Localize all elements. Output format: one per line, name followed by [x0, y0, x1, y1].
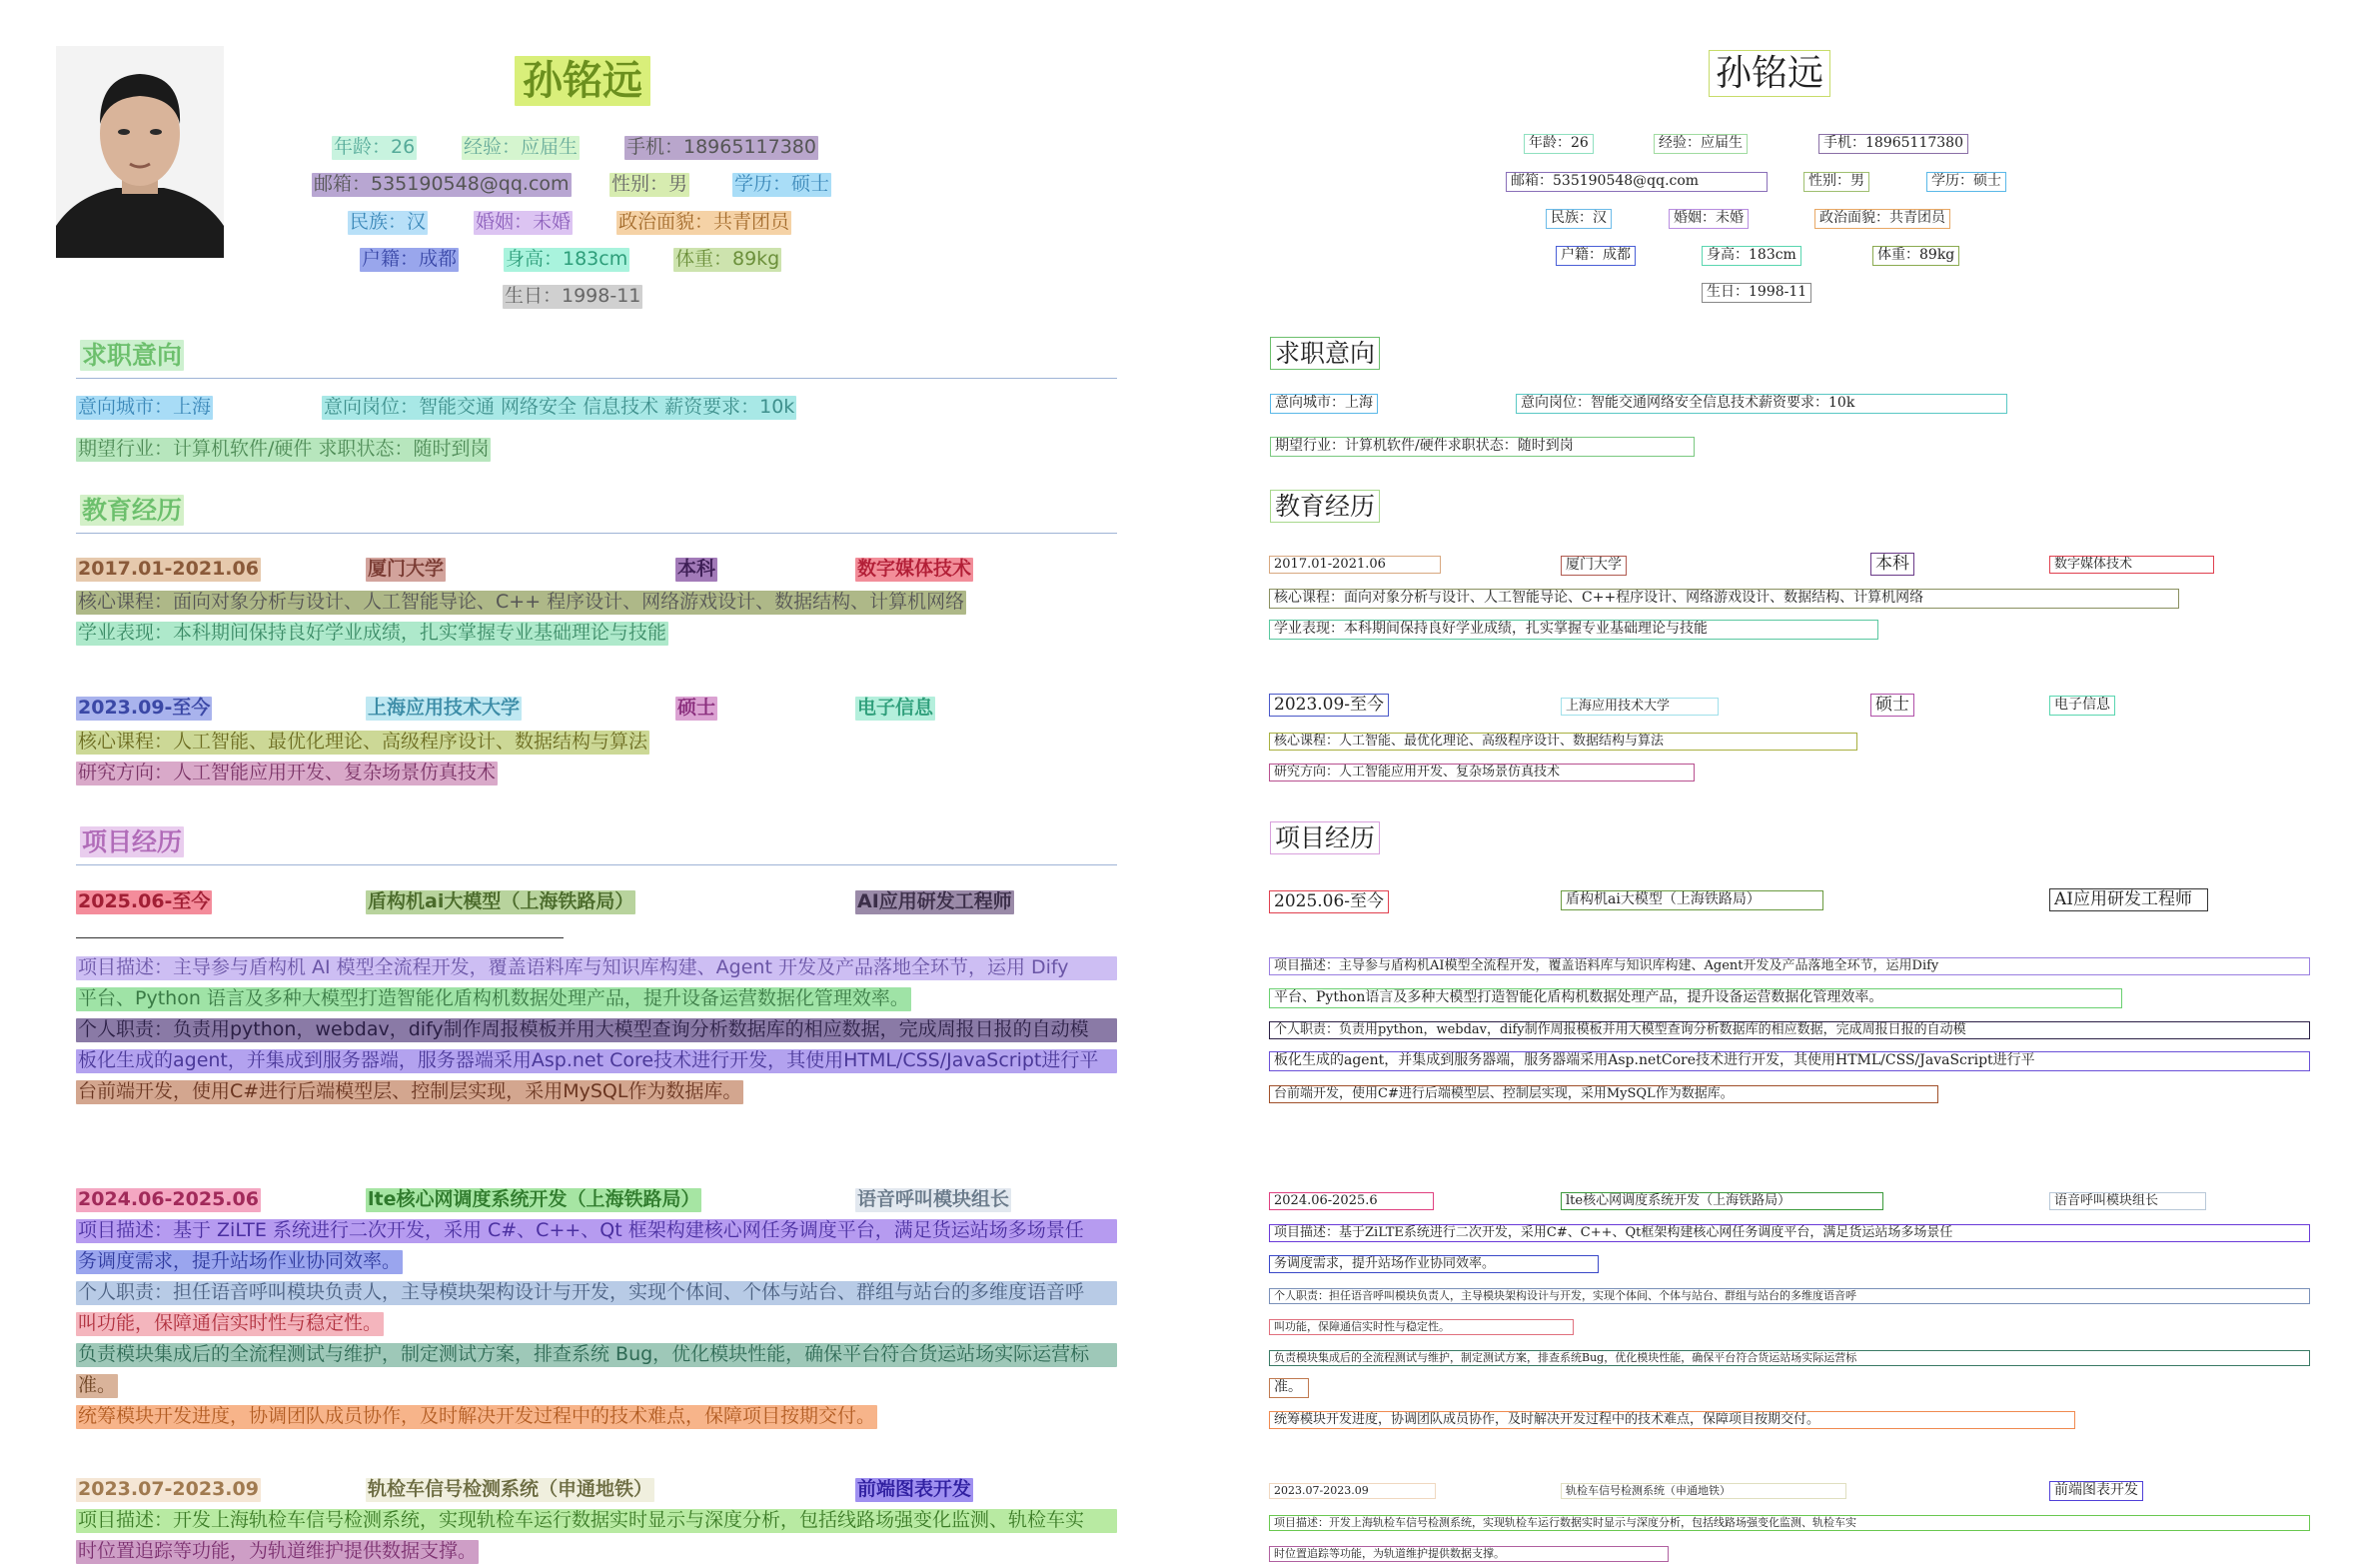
- proj2-line: 务调度需求，提升站场作业协同效率。: [78, 1250, 402, 1272]
- phone-field: 手机：18965117380: [626, 136, 816, 158]
- r-p2-period: 2024.06-2025.6: [1269, 1192, 1434, 1210]
- r-p3-name: 轨检车信号检测系统（申通地铁）: [1561, 1483, 1846, 1499]
- r-email: 邮箱：535190548@qq.com: [1506, 172, 1768, 192]
- proj2-line: 准。: [78, 1374, 117, 1396]
- projects-heading: 项目经历: [82, 827, 183, 856]
- annotated-resume-panel: [0, 0, 1164, 1564]
- proj3-period: 2023.07-2023.09: [78, 1478, 259, 1500]
- gender-field: 性别：男: [611, 173, 688, 195]
- r-e2-major: 电子信息: [2049, 696, 2115, 716]
- r-p1-line: 板化生成的agent，并集成到服务器端，服务器端采用Asp.netCore技术进行开发，其使用HTML/CSS/JavaScript进行平: [1269, 1051, 2310, 1071]
- r-p2-line: 统筹模块开发进度，协调团队成员协作，及时解决开发过程中的技术难点，保障项目按期交付。: [1269, 1411, 2075, 1429]
- proj2-line: 叫功能，保障通信实时性与稳定性。: [78, 1312, 383, 1334]
- section-rule: [76, 533, 1117, 534]
- job-intent-heading: 求职意向: [82, 341, 183, 370]
- proj1-name: 盾构机ai大模型（上海铁路局）: [368, 890, 634, 912]
- r-city: 意向城市：上海: [1270, 394, 1378, 414]
- r-p1-name: 盾构机ai大模型（上海铁路局）: [1561, 890, 1823, 910]
- r-e1-school: 厦门大学: [1561, 556, 1627, 576]
- intent-industry: 期望行业：计算机软件/硬件 求职状态：随时到岗: [78, 438, 490, 460]
- r-political: 政治面貌：共青团员: [1814, 209, 1950, 229]
- r-p1-line: 项目描述：主导参与盾构机AI模型全流程开发，覆盖语料库与知识库构建、Agent开发及产品落地全环节，运用Dify: [1269, 957, 2310, 975]
- age-field: 年龄：26: [334, 136, 416, 158]
- proj2-line: 个人职责：担任语音呼叫模块负责人，主导模块架构设计与开发，实现个体间、个体与站台、群组与站台的多维度语音呼: [76, 1281, 1117, 1305]
- edu2-period: 2023.09-至今: [78, 697, 211, 719]
- section-rule: [76, 378, 1117, 379]
- r-p2-line: 负责模块集成后的全流程测试与维护，制定测试方案，排查系统Bug，优化模块性能，确保平台符合货运站场实际运营标: [1269, 1350, 2310, 1366]
- r-hometown: 户籍：成都: [1556, 246, 1636, 266]
- r-phone: 手机：18965117380: [1818, 134, 1968, 154]
- r-e1-major: 数字媒体技术: [2049, 556, 2214, 574]
- r-position: 意向岗位：智能交通网络安全信息技术薪资要求：10k: [1516, 394, 2007, 414]
- proj3-role: 前端图表开发: [857, 1478, 972, 1500]
- r-birth: 生日：1998-11: [1702, 283, 1811, 303]
- proj1-line: 项目描述：主导参与盾构机 AI 模型全流程开发，覆盖语料库与知识库构建、Agent 开发及产品落地全环节，运用 Dify: [76, 956, 1117, 980]
- edu1-detail: 学业表现：本科期间保持良好学业成绩，扎实掌握专业基础理论与技能: [78, 622, 667, 644]
- r-e1-level: 本科: [1870, 553, 1914, 576]
- r-p2-line: 务调度需求，提升站场作业协同效率。: [1269, 1255, 1599, 1273]
- edu1-major: 数字媒体技术: [857, 558, 972, 580]
- r-p3-line: 时位置追踪等功能，为轨道维护提供数据支撑。: [1269, 1546, 1669, 1562]
- edu2-courses: 核心课程：人工智能、最优化理论、高级程序设计、数据结构与算法: [78, 731, 648, 753]
- r-p3-role: 前端图表开发: [2049, 1481, 2143, 1501]
- r-p2-role: 语音呼叫模块组长: [2049, 1192, 2206, 1210]
- r-p3-period: 2023.07-2023.09: [1269, 1483, 1436, 1499]
- section-rule: [76, 864, 1117, 865]
- political-field: 政治面貌：共青团员: [618, 211, 790, 233]
- birth-field: 生日：1998-11: [505, 285, 641, 307]
- proj1-line: 平台、Python 语言及多种大模型打造智能化盾构机数据处理产品，提升设备运营数据化管理效率。: [78, 987, 909, 1009]
- education-heading: 教育经历: [82, 496, 183, 525]
- edu2-school: 上海应用技术大学: [368, 697, 521, 719]
- profile-photo: [56, 46, 224, 258]
- r-ethnicity: 民族：汉: [1546, 209, 1612, 229]
- weight-field: 体重：89kg: [675, 248, 780, 270]
- r-experience: 经验：应届生: [1654, 134, 1748, 154]
- r-p2-name: lte核心网调度系统开发（上海铁路局）: [1561, 1192, 1883, 1210]
- proj3-name: 轨检车信号检测系统（申通地铁）: [368, 1478, 653, 1500]
- height-field: 身高：183cm: [506, 248, 628, 270]
- r-e2-school: 上海应用技术大学: [1561, 698, 1719, 716]
- ethnicity-field: 民族：汉: [350, 211, 427, 233]
- r-p2-line: 个人职责：担任语音呼叫模块负责人，主导模块架构设计与开发，实现个体间、个体与站台、群组与站台的多维度语音呼: [1269, 1288, 2310, 1304]
- proj2-line: 项目描述：基于 ZiLTE 系统进行二次开发，采用 C#、C++、Qt 框架构建核心网任务调度平台，满足货运站场多场景任: [76, 1219, 1117, 1243]
- edu1-courses: 核心课程：面向对象分析与设计、人工智能导论、C++ 程序设计、网络游戏设计、数据结构、计算机网络: [78, 591, 965, 613]
- proj2-period: 2024.06-2025.06: [78, 1188, 259, 1210]
- intent-position: 意向岗位：智能交通 网络安全 信息技术 薪资要求：10k: [324, 396, 795, 418]
- r-marital: 婚姻：未婚: [1669, 209, 1749, 229]
- divider: [76, 937, 564, 938]
- edu1-level: 本科: [677, 558, 716, 580]
- r-p1-role: AI应用研发工程师: [2049, 888, 2208, 911]
- r-p2-line: 叫功能，保障通信实时性与稳定性。: [1269, 1319, 1574, 1335]
- hometown-field: 户籍：成都: [362, 248, 458, 270]
- proj1-line: 个人职责：负责用python，webdav，dify制作周报模板并用大模型查询分析数据库的相应数据，完成周报日报的自动模: [76, 1018, 1117, 1042]
- r-proj-heading: 项目经历: [1270, 821, 1380, 854]
- proj3-line: 项目描述：开发上海轨检车信号检测系统，实现轨检车运行数据实时显示与深度分析，包括线路场强变化监测、轨检车实: [76, 1509, 1117, 1533]
- r-e2-courses: 核心课程：人工智能、最优化理论、高级程序设计、数据结构与算法: [1269, 733, 1857, 751]
- proj1-line: 台前端开发，使用C#进行后端模型层、控制层实现，采用MySQL作为数据库。: [78, 1080, 742, 1102]
- r-age: 年龄：26: [1524, 134, 1594, 154]
- proj2-line: 统筹模块开发进度，协调团队成员协作，及时解决开发过程中的技术难点，保障项目按期交付。: [78, 1405, 876, 1427]
- r-e2-level: 硕士: [1870, 694, 1914, 717]
- r-p1-line: 平台、Python语言及多种大模型打造智能化盾构机数据处理产品，提升设备运营数据化管理效率。: [1269, 988, 2122, 1008]
- r-p1-period: 2025.06-至今: [1269, 890, 1389, 913]
- r-name: 孙铭远: [1709, 50, 1830, 97]
- proj2-name: lte核心网调度系统开发（上海铁路局）: [368, 1188, 700, 1210]
- proj1-line: 板化生成的agent，并集成到服务器端，服务器端采用Asp.net Core技术进行开发，其使用HTML/CSS/JavaScript进行平: [76, 1049, 1117, 1073]
- edu1-school: 厦门大学: [368, 558, 445, 580]
- r-e1-period: 2017.01-2021.06: [1269, 556, 1441, 574]
- r-e1-courses: 核心课程：面向对象分析与设计、人工智能导论、C++程序设计、网络游戏设计、数据结构、计算机网络: [1269, 589, 2179, 609]
- intent-city: 意向城市：上海: [78, 396, 212, 418]
- edu2-detail: 研究方向：人工智能应用开发、复杂场景仿真技术: [78, 762, 497, 783]
- proj3-line: 时位置追踪等功能，为轨道维护提供数据支撑。: [78, 1540, 478, 1562]
- r-weight: 体重：89kg: [1872, 246, 1959, 266]
- r-p2-line: 项目描述：基于ZiLTE系统进行二次开发，采用C#、C++、Qt框架构建核心网任务调度平台，满足货运站场多场景任: [1269, 1224, 2310, 1242]
- proj2-line: 负责模块集成后的全流程测试与维护，制定测试方案，排查系统 Bug，优化模块性能，确保平台符合货运站场实际运营标: [76, 1343, 1117, 1367]
- proj1-role: AI应用研发工程师: [857, 890, 1012, 912]
- r-height: 身高：183cm: [1702, 246, 1801, 266]
- proj2-role: 语音呼叫模块组长: [857, 1188, 1010, 1210]
- r-industry: 期望行业：计算机软件/硬件求职状态：随时到岗: [1270, 437, 1695, 457]
- r-edu-heading: 教育经历: [1270, 490, 1380, 523]
- email-field: 邮箱：535190548@qq.com: [314, 173, 570, 195]
- r-gender: 性别：男: [1803, 172, 1869, 192]
- r-job-heading: 求职意向: [1270, 337, 1380, 370]
- edu2-level: 硕士: [677, 697, 716, 719]
- marital-field: 婚姻：未婚: [476, 211, 572, 233]
- name-title: 孙铭远: [515, 56, 650, 106]
- proj1-period: 2025.06-至今: [78, 890, 211, 912]
- degree-field: 学历：硕士: [734, 173, 830, 195]
- r-p2-line: 准。: [1269, 1378, 1309, 1398]
- r-e2-detail: 研究方向：人工智能应用开发、复杂场景仿真技术: [1269, 764, 1695, 782]
- edu1-period: 2017.01-2021.06: [78, 558, 259, 580]
- r-degree: 学历：硕士: [1926, 172, 2006, 192]
- r-p3-line: 项目描述：开发上海轨检车信号检测系统，实现轨检车运行数据实时显示与深度分析，包括线路场强变化监测、轨检车实: [1269, 1515, 2310, 1531]
- edu2-major: 电子信息: [857, 697, 934, 719]
- r-p1-line: 台前端开发，使用C#进行后端模型层、控制层实现，采用MySQL作为数据库。: [1269, 1085, 1938, 1103]
- r-e2-period: 2023.09-至今: [1269, 694, 1389, 717]
- experience-field: 经验：应届生: [464, 136, 579, 158]
- ocr-box-panel: [1189, 0, 2380, 1564]
- r-p1-line: 个人职责：负责用python，webdav，dify制作周报模板并用大模型查询分析数据库的相应数据，完成周报日报的自动模: [1269, 1021, 2310, 1039]
- r-e1-detail: 学业表现：本科期间保持良好学业成绩，扎实掌握专业基础理论与技能: [1269, 620, 1878, 640]
